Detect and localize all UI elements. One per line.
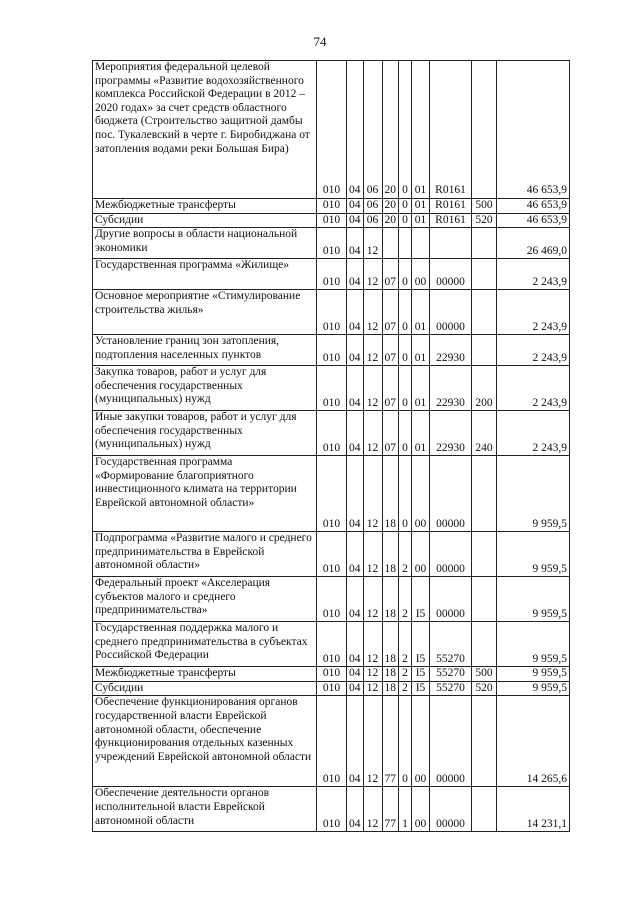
program-code — [382, 228, 399, 259]
ministry-code: 010 — [317, 199, 347, 214]
direction-code: R0161 — [430, 61, 472, 199]
table-row — [93, 532, 570, 577]
event-code: 01 — [412, 411, 430, 456]
event-code: 01 — [412, 290, 430, 335]
program-code: 18 — [382, 622, 399, 667]
direction-code: 00000 — [430, 259, 472, 290]
direction-code: 00000 — [430, 456, 472, 532]
subprogram-code: 0 — [399, 411, 412, 456]
subprogram-code: 2 — [399, 577, 412, 622]
event-code: 01 — [412, 213, 430, 228]
table-row — [93, 696, 570, 787]
subsection-code: 12 — [363, 456, 382, 532]
expense-type-code — [472, 335, 497, 366]
subsection-code: 12 — [363, 228, 382, 259]
row-name: Государственная программа «Формирование благоприятного инвестиционного климата на территории Еврейской автономной области» — [93, 456, 317, 532]
event-code: 01 — [412, 199, 430, 214]
table-row — [93, 228, 570, 259]
ministry-code: 010 — [317, 696, 347, 787]
program-code: 18 — [382, 577, 399, 622]
amount: 2 243,9 — [497, 366, 570, 411]
ministry-code: 010 — [317, 456, 347, 532]
expense-type-code — [472, 577, 497, 622]
section-code: 04 — [347, 228, 364, 259]
section-code: 04 — [347, 259, 364, 290]
table-row — [93, 213, 570, 228]
ministry-code: 010 — [317, 335, 347, 366]
table-row — [93, 290, 570, 335]
row-name: Мероприятия федеральной целевой программы «Развитие водохозяйственного комплекса Российской Федерации в 2012 – 2020 годах» за счет средств областного бюджета (Строительство защитной дамбы пос. Тукалевский в черте г. Биробиджана от затопления водами реки Большая Бира) — [93, 61, 317, 199]
program-code: 77 — [382, 787, 399, 832]
amount: 14 231,1 — [497, 787, 570, 832]
direction-code — [430, 228, 472, 259]
table-row — [93, 259, 570, 290]
subprogram-code: 0 — [399, 366, 412, 411]
ministry-code: 010 — [317, 366, 347, 411]
ministry-code: 010 — [317, 228, 347, 259]
section-code: 04 — [347, 199, 364, 214]
event-code: I5 — [412, 577, 430, 622]
event-code: I5 — [412, 667, 430, 682]
direction-code: 00000 — [430, 532, 472, 577]
subprogram-code: 0 — [399, 213, 412, 228]
expense-type-code — [472, 61, 497, 199]
row-name: Закупка товаров, работ и услуг для обеспечения государственных (муниципальных) нужд — [93, 366, 317, 411]
section-code: 04 — [347, 335, 364, 366]
subprogram-code: 0 — [399, 290, 412, 335]
program-code: 07 — [382, 335, 399, 366]
expense-type-code — [472, 532, 497, 577]
subprogram-code: 0 — [399, 335, 412, 366]
section-code: 04 — [347, 696, 364, 787]
expense-type-code: 200 — [472, 366, 497, 411]
program-code: 20 — [382, 61, 399, 199]
program-code: 07 — [382, 259, 399, 290]
subprogram-code: 0 — [399, 456, 412, 532]
subprogram-code: 2 — [399, 667, 412, 682]
event-code: 00 — [412, 787, 430, 832]
section-code: 04 — [347, 532, 364, 577]
ministry-code: 010 — [317, 259, 347, 290]
amount: 9 959,5 — [497, 577, 570, 622]
table-row — [93, 61, 570, 199]
table-row — [93, 681, 570, 696]
section-code: 04 — [347, 681, 364, 696]
expense-type-code — [472, 259, 497, 290]
event-code: 00 — [412, 696, 430, 787]
ministry-code: 010 — [317, 681, 347, 696]
direction-code: 00000 — [430, 696, 472, 787]
event-code: I5 — [412, 622, 430, 667]
amount: 2 243,9 — [497, 290, 570, 335]
direction-code: 22930 — [430, 335, 472, 366]
table-row — [93, 667, 570, 682]
ministry-code: 010 — [317, 290, 347, 335]
section-code: 04 — [347, 667, 364, 682]
table-row — [93, 335, 570, 366]
ministry-code: 010 — [317, 577, 347, 622]
ministry-code: 010 — [317, 411, 347, 456]
expense-type-code: 500 — [472, 199, 497, 214]
amount: 2 243,9 — [497, 259, 570, 290]
program-code: 18 — [382, 532, 399, 577]
subprogram-code: 2 — [399, 681, 412, 696]
subsection-code: 12 — [363, 290, 382, 335]
expense-type-code — [472, 787, 497, 832]
subsection-code: 12 — [363, 622, 382, 667]
row-name: Субсидии — [93, 213, 317, 228]
section-code: 04 — [347, 622, 364, 667]
ministry-code: 010 — [317, 213, 347, 228]
section-code: 04 — [347, 213, 364, 228]
subsection-code: 12 — [363, 366, 382, 411]
subprogram-code: 0 — [399, 61, 412, 199]
event-code: 00 — [412, 456, 430, 532]
amount: 9 959,5 — [497, 667, 570, 682]
table-row — [93, 411, 570, 456]
subsection-code: 06 — [363, 199, 382, 214]
expense-type-code — [472, 228, 497, 259]
section-code: 04 — [347, 290, 364, 335]
ministry-code: 010 — [317, 667, 347, 682]
program-code: 18 — [382, 681, 399, 696]
direction-code: R0161 — [430, 213, 472, 228]
row-name: Обеспечение функционирования органов государственной власти Еврейской автономной области, обеспечение функционирования отдельных казенных учреждений Еврейской автономной области — [93, 696, 317, 787]
section-code: 04 — [347, 577, 364, 622]
amount: 2 243,9 — [497, 411, 570, 456]
event-code: 00 — [412, 532, 430, 577]
row-name: Другие вопросы в области национальной экономики — [93, 228, 317, 259]
amount: 14 265,6 — [497, 696, 570, 787]
direction-code: 22930 — [430, 366, 472, 411]
expense-type-code — [472, 696, 497, 787]
subsection-code: 12 — [363, 787, 382, 832]
amount: 9 959,5 — [497, 622, 570, 667]
subsection-code: 12 — [363, 411, 382, 456]
direction-code: 55270 — [430, 681, 472, 696]
program-code: 07 — [382, 411, 399, 456]
program-code: 20 — [382, 213, 399, 228]
section-code: 04 — [347, 366, 364, 411]
row-name: Иные закупки товаров, работ и услуг для обеспечения государственных (муниципальных) нужд — [93, 411, 317, 456]
row-name: Федеральный проект «Акселерация субъектов малого и среднего предпринимательства» — [93, 577, 317, 622]
row-name: Основное мероприятие «Стимулирование строительства жилья» — [93, 290, 317, 335]
subprogram-code: 0 — [399, 199, 412, 214]
program-code: 18 — [382, 667, 399, 682]
event-code: 01 — [412, 366, 430, 411]
direction-code: 22930 — [430, 411, 472, 456]
subprogram-code: 2 — [399, 532, 412, 577]
page-number: 74 — [313, 34, 327, 49]
subsection-code: 06 — [363, 61, 382, 199]
amount: 46 653,9 — [497, 199, 570, 214]
subprogram-code: 0 — [399, 259, 412, 290]
direction-code: 00000 — [430, 577, 472, 622]
expense-type-code: 520 — [472, 213, 497, 228]
table-row — [93, 622, 570, 667]
section-code: 04 — [347, 61, 364, 199]
expense-type-code — [472, 622, 497, 667]
ministry-code: 010 — [317, 532, 347, 577]
event-code — [412, 228, 430, 259]
direction-code: 00000 — [430, 290, 472, 335]
ministry-code: 010 — [317, 787, 347, 832]
row-name: Обеспечение деятельности органов исполнительной власти Еврейской автономной области — [93, 787, 317, 832]
event-code: I5 — [412, 681, 430, 696]
direction-code: R0161 — [430, 199, 472, 214]
section-code: 04 — [347, 456, 364, 532]
amount: 9 959,5 — [497, 456, 570, 532]
subsection-code: 12 — [363, 335, 382, 366]
amount: 46 653,9 — [497, 61, 570, 199]
direction-code: 55270 — [430, 667, 472, 682]
subsection-code: 12 — [363, 667, 382, 682]
amount: 2 243,9 — [497, 335, 570, 366]
section-code: 04 — [347, 411, 364, 456]
table-row — [93, 366, 570, 411]
amount: 9 959,5 — [497, 681, 570, 696]
subsection-code: 12 — [363, 681, 382, 696]
amount: 46 653,9 — [497, 213, 570, 228]
subprogram-code — [399, 228, 412, 259]
subsection-code: 12 — [363, 532, 382, 577]
event-code: 00 — [412, 259, 430, 290]
subprogram-code: 0 — [399, 696, 412, 787]
program-code: 07 — [382, 366, 399, 411]
row-name: Государственная программа «Жилище» — [93, 259, 317, 290]
row-name: Государственная поддержка малого и среднего предпринимательства в субъектах Российской Федерации — [93, 622, 317, 667]
expense-type-code: 520 — [472, 681, 497, 696]
ministry-code: 010 — [317, 622, 347, 667]
expense-type-code: 240 — [472, 411, 497, 456]
program-code: 20 — [382, 199, 399, 214]
subsection-code: 12 — [363, 259, 382, 290]
amount: 9 959,5 — [497, 532, 570, 577]
row-name: Подпрограмма «Развитие малого и среднего предпринимательства в Еврейской автономной области» — [93, 532, 317, 577]
budget-table — [92, 60, 570, 832]
subsection-code: 06 — [363, 213, 382, 228]
subprogram-code: 1 — [399, 787, 412, 832]
subsection-code: 12 — [363, 577, 382, 622]
row-name: Межбюджетные трансферты — [93, 199, 317, 214]
program-code: 07 — [382, 290, 399, 335]
expense-type-code — [472, 456, 497, 532]
row-name: Установление границ зон затопления, подтопления населенных пунктов — [93, 335, 317, 366]
table-row — [93, 456, 570, 532]
direction-code: 00000 — [430, 787, 472, 832]
table-row — [93, 787, 570, 832]
event-code: 01 — [412, 61, 430, 199]
program-code: 77 — [382, 696, 399, 787]
section-code: 04 — [347, 787, 364, 832]
expense-type-code: 500 — [472, 667, 497, 682]
subsection-code: 12 — [363, 696, 382, 787]
amount: 26 469,0 — [497, 228, 570, 259]
program-code: 18 — [382, 456, 399, 532]
table-row — [93, 199, 570, 214]
ministry-code: 010 — [317, 61, 347, 199]
direction-code: 55270 — [430, 622, 472, 667]
row-name: Субсидии — [93, 681, 317, 696]
expense-type-code — [472, 290, 497, 335]
table-row — [93, 577, 570, 622]
subprogram-code: 2 — [399, 622, 412, 667]
row-name: Межбюджетные трансферты — [93, 667, 317, 682]
event-code: 01 — [412, 335, 430, 366]
